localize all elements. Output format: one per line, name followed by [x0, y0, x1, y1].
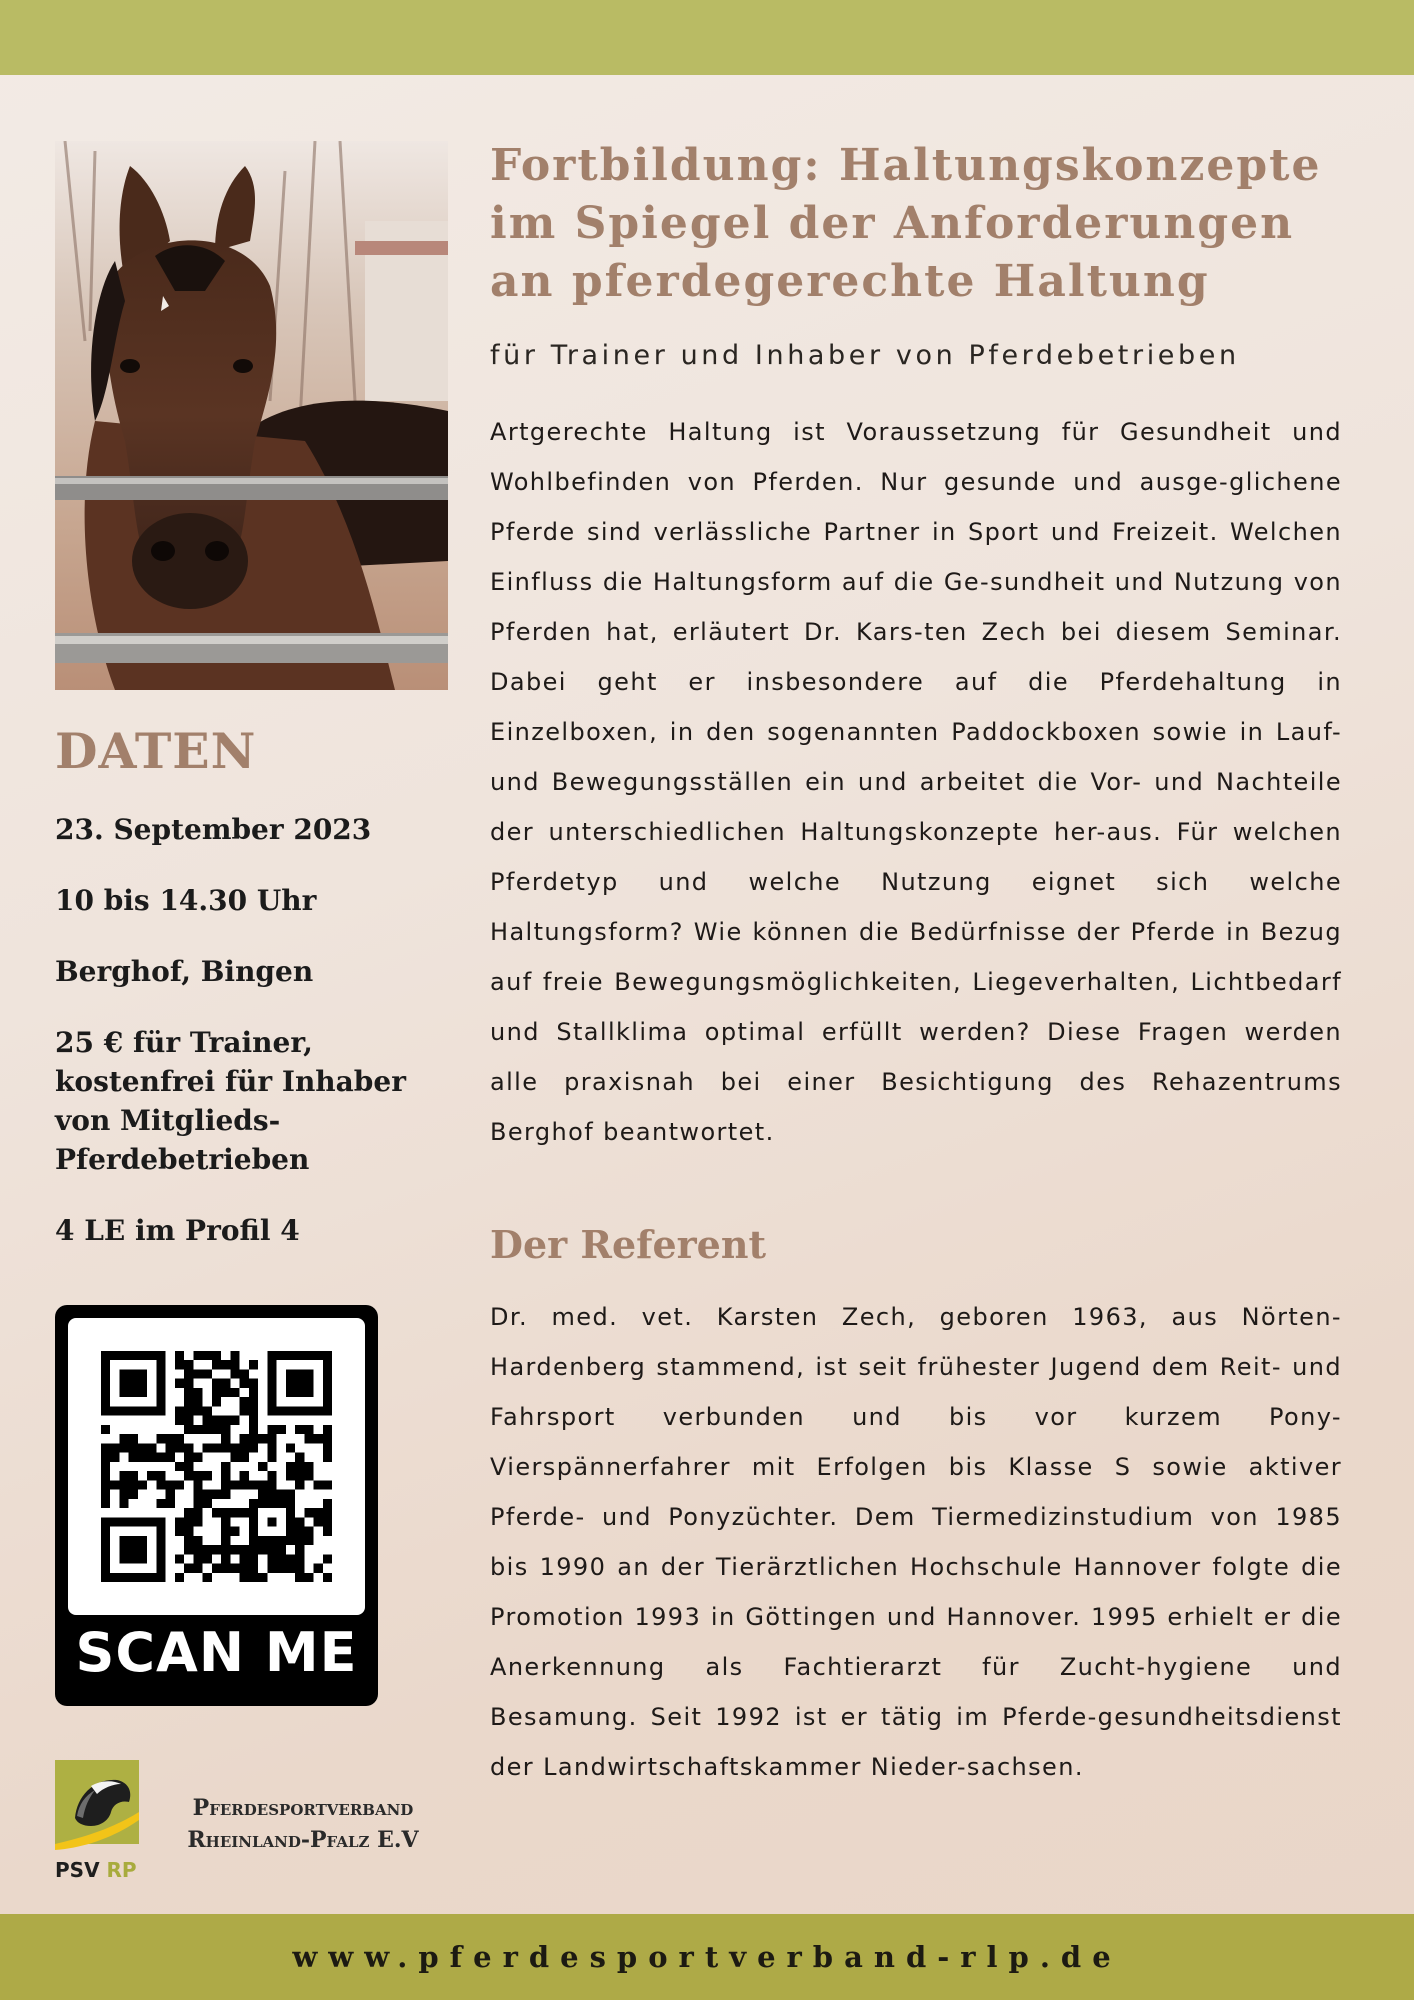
- org-name-line2: Rheinland-Pfalz E.V: [187, 1827, 419, 1853]
- logo-abbreviation: [55, 1858, 137, 1882]
- horse-photo: [55, 141, 448, 690]
- title-line-1: Fortbildung: Haltungskonzepte: [490, 140, 1322, 191]
- description-paragraph: Artgerechte Haltung ist Voraussetzung für Gesundheit und Wohlbefinden von Pferden. Nur gesunde und ausge-glichene Pferde sind verlässliche Partner in Sport und Freizeit. Welchen Einfluss die Haltungsform auf die Ge-sundheit und Nutzung von Pferden hat, erläutert Dr. Kars-ten Zech bei diesem Seminar. Dabei geht er insbesondere auf die Pferdehaltung in Einzelboxen, in den sogenannten Paddockboxen sowie in Lauf- und Bewegungsställen ein und arbeitet die Vor- und Nachteile der unterschiedlichen Haltungskonzepte her-aus. Für welchen Pferdetyp und welche Nutzung eignet sich welche Haltungsform? Wie können die Bedürfnisse der Pferde in Bezug auf freie Bewegungsmöglichkeiten, Liegeverhalten, Lichtbedarf und Stallklima optimal erfüllt werden? Diese Fragen werden alle praxisnah bei einer Besichtigung des Rehazentrums Berghof beantwortet.: [490, 418, 1342, 1146]
- event-location: Berghof, Bingen: [55, 955, 314, 988]
- logo-abbr-main: PSV: [55, 1858, 100, 1882]
- page-subtitle: für Trainer und Inhaber von Pferdebetrieben: [490, 340, 1240, 371]
- referent-bio: Dr. med. vet. Karsten Zech, geboren 1963, aus Nörten-Hardenberg stammend, ist seit frühester Jugend dem Reit- und Fahrsport verbunden und bis vor kurzem Pony-Vierspännerfahrer mit Erfolgen bis Klasse S sowie aktiver Pferde- und Ponyzüchter. Dem Tiermedizinstudium von 1985 bis 1990 an der Tierärztlichen Hochschule Hannover folgte die Promotion 1993 in Göttingen und Hannover. 1995 erhielt er die Anerkennung als Fachtierarzt für Zucht-hygiene und Besamung. Seit 1992 ist er tätig im Pferde-gesundheitsdienst der Landwirtschaftskammer Nieder-sachsen.: [490, 1303, 1342, 1781]
- daten-heading: DATEN: [55, 722, 257, 780]
- horse-head-logo-icon: [55, 1760, 139, 1850]
- event-date: 23. September 2023: [55, 813, 372, 846]
- event-time: 10 bis 14.30 Uhr: [55, 884, 317, 917]
- footer-bar: [0, 1914, 1414, 2000]
- qr-code-card[interactable]: [55, 1305, 378, 1706]
- title-line-2: im Spiegel der Anforderungen: [490, 198, 1295, 249]
- top-bar: [0, 0, 1414, 75]
- daten-list: [55, 810, 435, 1282]
- org-name-line1: Pferdesportverband: [192, 1795, 414, 1821]
- title-line-3: an pferdegerechte Haltung: [490, 256, 1210, 307]
- event-price: 25 € für Trainer, kostenfrei für Inhaber von Mitglieds-Pferdebetrieben: [55, 1026, 406, 1176]
- scan-me-label: SCAN ME: [75, 1621, 358, 1684]
- website-link[interactable]: www.pferdesportverband-rlp.de: [292, 1940, 1122, 1974]
- organization-name: [168, 1792, 438, 1856]
- referent-heading: Der Referent: [490, 1222, 767, 1267]
- qr-code-icon[interactable]: [101, 1351, 332, 1582]
- page-title: [490, 137, 1370, 311]
- qr-code-area[interactable]: [68, 1318, 365, 1615]
- logo-abbr-accent: RP: [106, 1858, 137, 1882]
- event-credits: 4 LE im Profil 4: [55, 1214, 300, 1247]
